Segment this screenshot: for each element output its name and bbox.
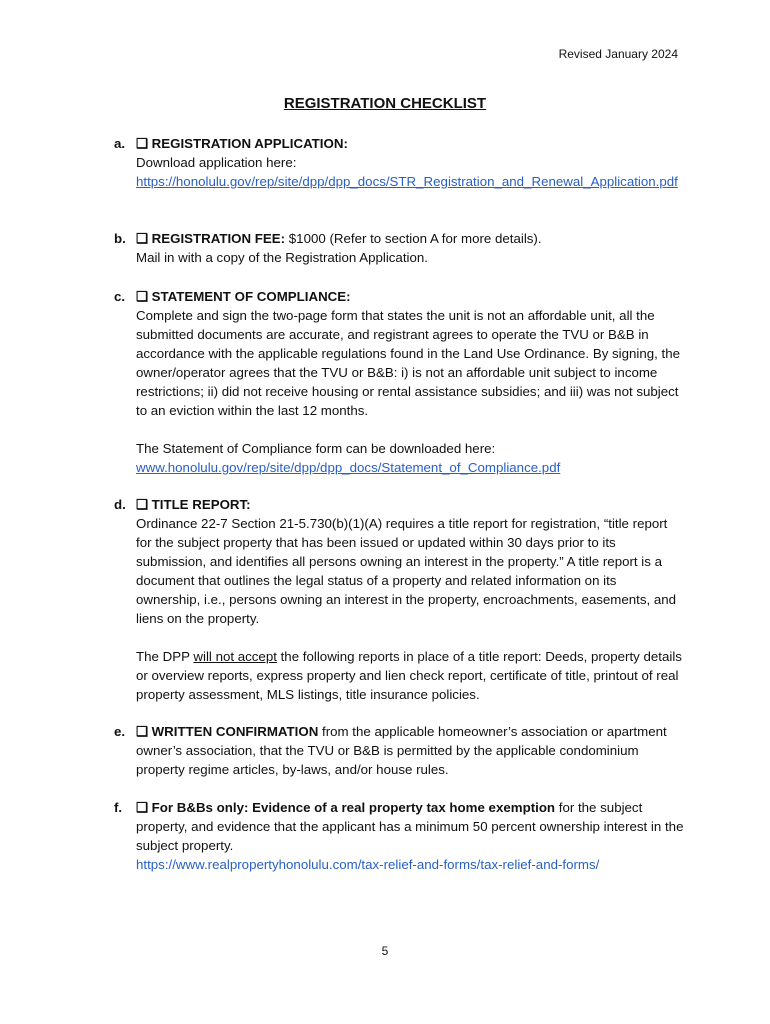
item-text-2 xyxy=(136,647,684,704)
item-heading: REGISTRATION APPLICATION: xyxy=(151,136,348,151)
revised-date: Revised January 2024 xyxy=(558,47,678,61)
checkbox-icon[interactable]: ❏ xyxy=(136,497,148,512)
item-letter: b. xyxy=(114,231,126,246)
checkbox-icon[interactable]: ❏ xyxy=(136,724,148,739)
item-heading-tail: from the applicable homeowner’s association or apartment owner’s association, that the TVU or B&B is permitted by the applicable condominium property regime articles, by-laws, and/or house rules. xyxy=(136,724,667,777)
checklist-item-a xyxy=(114,134,684,191)
checklist-item-d xyxy=(114,495,684,704)
checkbox-icon[interactable]: ❏ xyxy=(136,289,148,304)
checkbox-icon[interactable]: ❏ xyxy=(136,800,148,815)
item-heading-tail: for the subject property, and evidence that the applicant has a minimum 50 percent ownership interest in the subject property. xyxy=(136,800,684,853)
checkbox-icon[interactable]: ❏ xyxy=(136,231,148,246)
tax-relief-link[interactable]: https://www.realpropertyhonolulu.com/tax-relief-and-forms/tax-relief-and-forms/ xyxy=(136,857,600,872)
item-letter: c. xyxy=(114,289,126,304)
registration-application-link[interactable]: https://honolulu.gov/rep/site/dpp/dpp_docs/STR_Registration_and_Renewal_Application.pdf xyxy=(136,174,678,189)
item-heading: WRITTEN CONFIRMATION xyxy=(151,724,319,739)
checklist-item-e xyxy=(114,722,684,779)
item-heading: TITLE REPORT: xyxy=(151,497,251,512)
checklist-item-f xyxy=(114,798,684,874)
item-heading: For B&Bs only: Evidence of a real property tax home exemption xyxy=(151,800,556,815)
checklist-item-b xyxy=(114,229,684,267)
item-text: Complete and sign the two-page form that states the unit is not an affordable unit, all the submitted documents are accurate, and registrant agrees to operate the TVU or B&B in accordance with the applicable regulations found in the Land Use Ordinance. By signing, the owner/operator agrees that the TVU or B&B: i) is not an affordable unit subject to income restrictions; ii) did not receive housing or rental assistance subsidies; and iii) was not subject to an eviction within the last 12 months. xyxy=(136,308,681,418)
text-segment: The DPP xyxy=(136,649,194,664)
checklist-item-c xyxy=(114,287,684,477)
item-heading-tail: $1000 (Refer to section A for more details). xyxy=(285,231,542,246)
item-text: Ordinance 22-7 Section 21-5.730(b)(1)(A) requires a title report for registration, “title report for the subject property that has been issued or updated within 30 days prior to its submission, and identifies all persons owning an interest in the property.” A title report is a document that outlines the legal status of a property and related information on its ownership, i.e., persons owning an interest in the property, encroachments, easements, and liens on the property. xyxy=(136,516,677,626)
item-heading: REGISTRATION FEE: xyxy=(151,231,286,246)
item-text-2: The Statement of Compliance form can be downloaded here: xyxy=(136,441,496,456)
checkbox-icon[interactable]: ❏ xyxy=(136,136,148,151)
item-letter: e. xyxy=(114,724,126,739)
statement-of-compliance-link[interactable]: www.honolulu.gov/rep/site/dpp/dpp_docs/Statement_of_Compliance.pdf xyxy=(136,460,561,475)
item-letter: a. xyxy=(114,136,126,151)
item-text: Download application here: xyxy=(136,155,297,170)
text-segment: the following reports in place of a title report: Deeds, property details or overview reports, express property and lien check report, certificate of title, printout of real property assessment, MLS listings, title insurance policies. xyxy=(136,649,682,702)
item-heading: STATEMENT OF COMPLIANCE: xyxy=(151,289,351,304)
item-text: Mail in with a copy of the Registration Application. xyxy=(136,250,428,265)
item-letter: d. xyxy=(114,497,126,512)
item-letter: f. xyxy=(114,800,123,815)
underlined-text: will not accept xyxy=(193,649,277,664)
page-number: 5 xyxy=(381,944,389,958)
page-title: REGISTRATION CHECKLIST xyxy=(283,95,487,112)
